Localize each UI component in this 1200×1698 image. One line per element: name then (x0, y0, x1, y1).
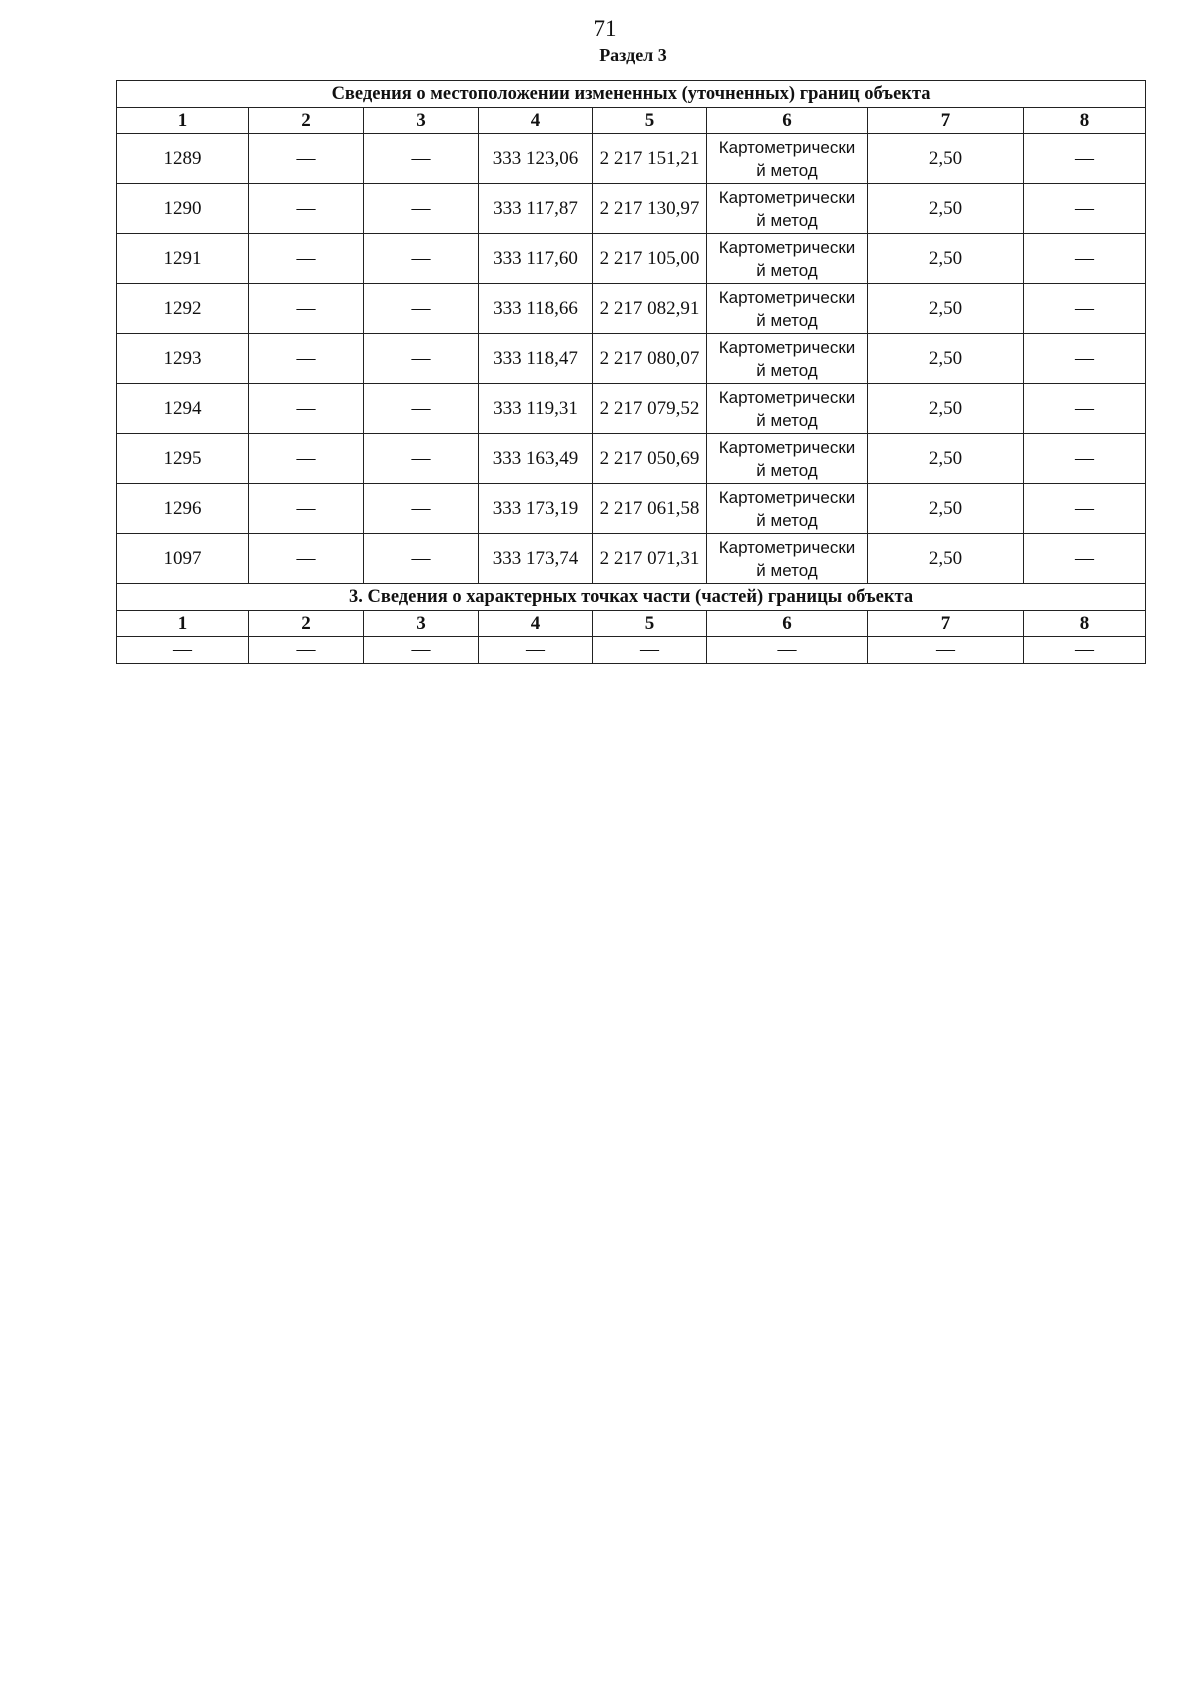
accuracy-cell: 2,50 (868, 184, 1024, 234)
method-cell (707, 234, 868, 284)
section-title: Раздел 3 (599, 45, 667, 65)
method-line: й метод (756, 160, 818, 180)
y-coordinate-cell: 2 217 061,58 (593, 484, 707, 534)
cell: — (868, 637, 1024, 664)
table-row (117, 534, 1146, 584)
table-title: 3. Сведения о характерных точках части (частей) границы объекта (117, 584, 1146, 611)
y-coordinate-cell: 2 217 151,21 (593, 134, 707, 184)
x-coordinate-cell: 333 117,87 (479, 184, 593, 234)
table-row (117, 184, 1146, 234)
table2-title-row (117, 584, 1146, 611)
column-header: 3 (364, 611, 479, 637)
cell: — (1024, 637, 1146, 664)
y-coordinate-cell: 2 217 079,52 (593, 384, 707, 434)
method-line: Картометрически (718, 487, 856, 507)
column-header: 2 (249, 108, 364, 134)
method-cell (707, 134, 868, 184)
method-line: Картометрически (718, 287, 856, 307)
x-coordinate-cell: 333 117,60 (479, 234, 593, 284)
method-line: Картометрически (718, 237, 856, 257)
cell: — (364, 134, 479, 184)
cell: — (479, 637, 593, 664)
cell: — (1024, 534, 1146, 584)
y-coordinate-cell: 2 217 071,31 (593, 534, 707, 584)
point-number-cell: 1296 (117, 484, 249, 534)
table-body (117, 81, 1146, 664)
accuracy-cell: 2,50 (868, 384, 1024, 434)
method-line: й метод (756, 310, 818, 330)
method-cell (707, 384, 868, 434)
method-line: й метод (756, 260, 818, 280)
cell: — (249, 184, 364, 234)
cell: — (249, 134, 364, 184)
cell: — (364, 534, 479, 584)
table-row (117, 434, 1146, 484)
x-coordinate-cell: 333 119,31 (479, 384, 593, 434)
x-coordinate-cell: 333 123,06 (479, 134, 593, 184)
column-header: 2 (249, 611, 364, 637)
column-header: 8 (1024, 108, 1146, 134)
cell: — (593, 637, 707, 664)
column-header: 6 (707, 611, 868, 637)
cell: — (364, 384, 479, 434)
table1-header-row (117, 108, 1146, 134)
table-row (117, 334, 1146, 384)
method-line: й метод (756, 410, 818, 430)
method-line: Картометрически (718, 137, 856, 157)
cell: — (707, 637, 868, 664)
x-coordinate-cell: 333 163,49 (479, 434, 593, 484)
point-number-cell: 1290 (117, 184, 249, 234)
x-coordinate-cell: 333 118,47 (479, 334, 593, 384)
table-row (117, 637, 1146, 664)
x-coordinate-cell: 333 173,19 (479, 484, 593, 534)
cell: — (364, 284, 479, 334)
point-number-cell: 1294 (117, 384, 249, 434)
table-row (117, 384, 1146, 434)
column-header: 4 (479, 108, 593, 134)
cell: — (1024, 284, 1146, 334)
accuracy-cell: 2,50 (868, 134, 1024, 184)
point-number-cell: 1295 (117, 434, 249, 484)
cell: — (117, 637, 249, 664)
column-header: 1 (117, 108, 249, 134)
point-number-cell: 1292 (117, 284, 249, 334)
cell: — (1024, 234, 1146, 284)
cell: — (364, 334, 479, 384)
cell: — (364, 434, 479, 484)
point-number-cell: 1291 (117, 234, 249, 284)
method-line: Картометрически (718, 537, 856, 557)
method-line: й метод (756, 210, 818, 230)
method-line: й метод (756, 560, 818, 580)
x-coordinate-cell: 333 118,66 (479, 284, 593, 334)
column-header: 5 (593, 611, 707, 637)
point-number-cell: 1097 (117, 534, 249, 584)
cell: — (364, 184, 479, 234)
cell: — (364, 637, 479, 664)
cell: — (249, 637, 364, 664)
method-line: Картометрически (718, 337, 856, 357)
column-header: 8 (1024, 611, 1146, 637)
table-row (117, 134, 1146, 184)
accuracy-cell: 2,50 (868, 284, 1024, 334)
cell: — (249, 534, 364, 584)
cell: — (249, 334, 364, 384)
column-header: 7 (868, 611, 1024, 637)
table-row (117, 234, 1146, 284)
column-header: 1 (117, 611, 249, 637)
cell: — (1024, 184, 1146, 234)
method-cell (707, 334, 868, 384)
method-cell (707, 284, 868, 334)
cell: — (249, 284, 364, 334)
y-coordinate-cell: 2 217 082,91 (593, 284, 707, 334)
column-header: 3 (364, 108, 479, 134)
y-coordinate-cell: 2 217 130,97 (593, 184, 707, 234)
y-coordinate-cell: 2 217 050,69 (593, 434, 707, 484)
boundary-table (116, 80, 1146, 664)
method-line: Картометрически (718, 387, 856, 407)
y-coordinate-cell: 2 217 105,00 (593, 234, 707, 284)
table-title: Сведения о местоположении измененных (уточненных) границ объекта (117, 81, 1146, 108)
table2-header-row (117, 611, 1146, 637)
method-cell (707, 484, 868, 534)
cell: — (249, 234, 364, 284)
column-header: 6 (707, 108, 868, 134)
point-number-cell: 1289 (117, 134, 249, 184)
x-coordinate-cell: 333 173,74 (479, 534, 593, 584)
cell: — (249, 484, 364, 534)
method-cell (707, 184, 868, 234)
method-line: й метод (756, 460, 818, 480)
method-cell (707, 434, 868, 484)
column-header: 7 (868, 108, 1024, 134)
table-row (117, 284, 1146, 334)
cell: — (1024, 384, 1146, 434)
accuracy-cell: 2,50 (868, 334, 1024, 384)
accuracy-cell: 2,50 (868, 484, 1024, 534)
method-line: й метод (756, 360, 818, 380)
y-coordinate-cell: 2 217 080,07 (593, 334, 707, 384)
cell: — (1024, 134, 1146, 184)
method-line: й метод (756, 510, 818, 530)
page-number: 71 (593, 16, 617, 41)
cell: — (1024, 484, 1146, 534)
cell: — (249, 434, 364, 484)
column-header: 4 (479, 611, 593, 637)
table-row (117, 484, 1146, 534)
point-number-cell: 1293 (117, 334, 249, 384)
cell: — (364, 484, 479, 534)
method-line: Картометрически (718, 187, 856, 207)
cell: — (1024, 434, 1146, 484)
cell: — (364, 234, 479, 284)
table1-title-row (117, 81, 1146, 108)
accuracy-cell: 2,50 (868, 234, 1024, 284)
column-header: 5 (593, 108, 707, 134)
method-line: Картометрически (718, 437, 856, 457)
cell: — (1024, 334, 1146, 384)
accuracy-cell: 2,50 (868, 534, 1024, 584)
accuracy-cell: 2,50 (868, 434, 1024, 484)
cell: — (249, 384, 364, 434)
method-cell (707, 534, 868, 584)
